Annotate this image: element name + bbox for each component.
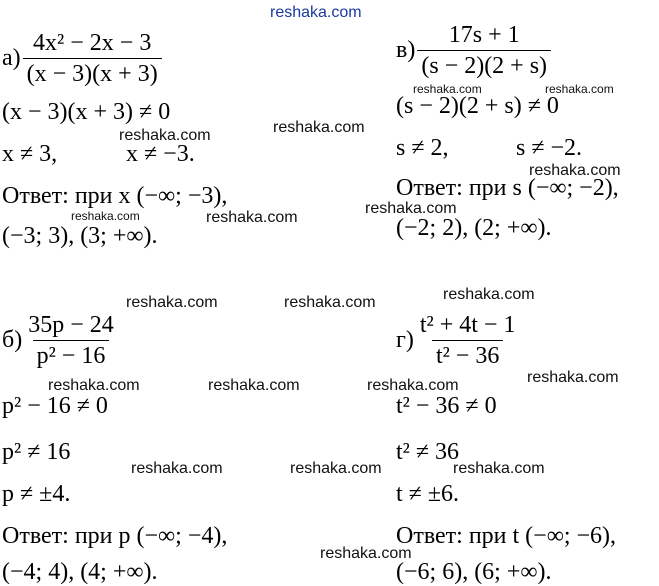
part-b-answer-line-1: Ответ: при p (−∞; −4), — [2, 523, 228, 549]
watermark: reshaka.com — [529, 162, 621, 179]
part-v-numerator: 17s + 1 — [448, 22, 520, 48]
part-b-condition: p² − 16 ≠ 0 — [2, 393, 108, 419]
part-b-root: p ≠ ±4. — [2, 481, 71, 507]
part-v-denominator: (s − 2)(2 + s) — [417, 50, 551, 79]
part-b-label: б) — [2, 327, 23, 353]
watermark: reshaka.com — [453, 460, 545, 477]
part-g-step: t² ≠ 36 — [396, 439, 460, 465]
part-v-root-2: s ≠ −2. — [516, 135, 583, 161]
part-b-fraction — [24, 312, 118, 369]
part-g-label: г) — [396, 327, 414, 353]
watermark: reshaka.com — [208, 377, 300, 394]
part-a-label: а) — [2, 45, 21, 71]
watermark: reshaka.com — [126, 294, 218, 311]
watermark: reshaka.com — [290, 460, 382, 477]
part-v-expression — [396, 22, 551, 79]
part-g-denominator: t² − 36 — [432, 340, 503, 369]
part-v-fraction — [417, 22, 551, 79]
part-a-root-2: x ≠ −3. — [126, 141, 195, 167]
watermark: reshaka.com — [443, 286, 535, 303]
part-v-condition: (s − 2)(2 + s) ≠ 0 — [396, 93, 559, 119]
part-g-expression — [396, 312, 519, 369]
watermark: reshaka.com — [413, 82, 482, 96]
part-b-expression — [2, 312, 118, 369]
part-v-label: в) — [396, 37, 416, 63]
part-b-numerator: 35p − 24 — [28, 312, 114, 338]
part-g-numerator: t² + 4t − 1 — [419, 312, 516, 338]
watermark: reshaka.com — [365, 200, 457, 217]
part-a-answer-line-2: (−3; 3), (3; +∞). — [2, 223, 158, 249]
watermark: reshaka.com — [48, 377, 140, 394]
part-a-denominator: (x − 3)(x + 3) — [23, 58, 162, 87]
watermark: reshaka.com — [284, 294, 376, 311]
part-b-answer-line-2: (−4; 4), (4; +∞). — [2, 559, 158, 585]
watermark: reshaka.com — [545, 82, 614, 96]
part-b-denominator: p² − 16 — [33, 340, 110, 369]
watermark: reshaka.com — [527, 369, 619, 386]
watermark: reshaka.com — [273, 119, 365, 136]
part-v-answer-line-1: Ответ: при s (−∞; −2), — [396, 175, 619, 201]
watermark: reshaka.com — [367, 377, 459, 394]
watermark: reshaka.com — [320, 545, 412, 562]
part-a-expression — [2, 30, 162, 87]
part-g-answer-line-2: (−6; 6), (6; +∞). — [396, 559, 552, 585]
watermark: reshaka.com — [131, 460, 223, 477]
part-g-root: t ≠ ±6. — [396, 481, 460, 507]
part-a-numerator: 4x² − 2x − 3 — [33, 30, 152, 56]
watermark: reshaka.com — [206, 209, 298, 226]
part-v-answer-line-2: (−2; 2), (2; +∞). — [396, 215, 552, 241]
part-a-root-1: x ≠ 3, — [2, 141, 58, 167]
part-a-answer-line-1: Ответ: при x (−∞; −3), — [2, 183, 228, 209]
part-v-root-1: s ≠ 2, — [396, 135, 449, 161]
watermark: reshaka.com — [71, 209, 140, 223]
watermark: reshaka.com — [119, 127, 211, 144]
part-g-condition: t² − 36 ≠ 0 — [396, 393, 497, 419]
part-b-step: p² ≠ 16 — [2, 439, 71, 465]
part-a-condition: (x − 3)(x + 3) ≠ 0 — [2, 99, 171, 125]
part-g-answer-line-1: Ответ: при t (−∞; −6), — [396, 523, 617, 549]
part-g-fraction — [416, 312, 520, 369]
part-a-fraction — [23, 30, 162, 87]
watermark: reshaka.com — [270, 4, 362, 21]
